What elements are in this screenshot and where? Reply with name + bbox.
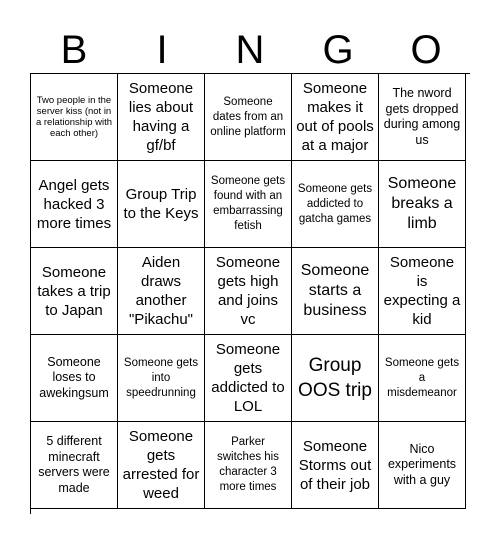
bingo-cell-r3c1[interactable] — [31, 248, 118, 335]
bingo-cell-r3c3[interactable] — [205, 248, 292, 335]
cell-text: The nword gets dropped during among us — [383, 86, 461, 147]
bingo-cell-r2c1[interactable] — [31, 161, 118, 248]
bingo-cell-r5c5[interactable] — [379, 422, 466, 509]
bingo-cell-r5c4[interactable] — [292, 422, 379, 509]
cell-text: Someone makes it out of pools at a major — [296, 80, 374, 154]
bingo-cell-r2c4[interactable] — [292, 161, 379, 248]
cell-text: Someone starts a business — [300, 262, 370, 319]
cell-text: Two people in the server kiss (not in a relationship with each other) — [35, 95, 113, 139]
header-letter-o: O — [410, 28, 442, 72]
cell-text: Angel gets hacked 3 more times — [36, 176, 112, 232]
cell-text: 5 different minecraft servers were made — [38, 434, 110, 495]
bingo-cell-r5c1[interactable] — [31, 422, 118, 509]
cell-text: Someone gets addicted to gatcha games — [297, 182, 373, 225]
cell-text: Group Trip to the Keys — [123, 186, 199, 222]
cell-text: Someone gets high and joins vc — [215, 254, 281, 328]
cell-text: Someone dates from an online platform — [210, 95, 286, 138]
cell-text: Someone gets into speedrunning — [123, 356, 199, 399]
bingo-cell-r1c3[interactable] — [205, 74, 292, 161]
cell-text: Group OOS trip — [298, 355, 372, 401]
bingo-cell-r4c1[interactable] — [31, 335, 118, 422]
cell-text: Someone gets arrested for weed — [122, 428, 200, 502]
cell-text: Nico experiments with a guy — [387, 441, 457, 487]
cell-text: Someone gets a misdemeanor — [384, 356, 460, 399]
bingo-cell-r4c4[interactable] — [292, 335, 379, 422]
header-letter-b: B — [60, 28, 88, 72]
bingo-cell-r3c4[interactable] — [292, 248, 379, 335]
bingo-cell-r5c3[interactable] — [205, 422, 292, 509]
bingo-cell-r4c2[interactable] — [118, 335, 205, 422]
bingo-cell-r2c5[interactable] — [379, 161, 466, 248]
cell-text: Someone takes a trip to Japan — [37, 263, 111, 319]
bingo-cell-r1c1[interactable] — [31, 74, 118, 161]
bingo-cell-r1c2[interactable] — [118, 74, 205, 161]
cell-text: Someone is expecting a kid — [383, 254, 461, 328]
cell-text: Parker switches his character 3 more times — [217, 436, 279, 493]
cell-text: Someone loses to awekingsum — [39, 354, 109, 400]
cell-text: Aiden draws another "Pikachu" — [128, 254, 193, 328]
bingo-header — [30, 28, 470, 72]
cell-text: Someone breaks a limb — [387, 175, 457, 232]
header-letter-i: I — [156, 28, 168, 72]
cell-text: Someone lies about having a gf/bf — [128, 80, 194, 154]
cell-text: Someone gets addicted to LOL — [211, 341, 285, 415]
header-letter-g: G — [322, 28, 354, 72]
bingo-board — [30, 73, 470, 514]
bingo-cell-r4c5[interactable] — [379, 335, 466, 422]
bingo-cell-r2c2[interactable] — [118, 161, 205, 248]
bingo-cell-r1c4[interactable] — [292, 74, 379, 161]
bingo-cell-r3c2[interactable] — [118, 248, 205, 335]
bingo-cell-r4c3[interactable] — [205, 335, 292, 422]
bingo-cell-r3c5[interactable] — [379, 248, 466, 335]
bingo-cell-r1c5[interactable] — [379, 74, 466, 161]
bingo-cell-r5c2[interactable] — [118, 422, 205, 509]
cell-text: Someone gets found with an embarrassing fetish — [210, 175, 286, 232]
header-letter-n: N — [235, 28, 265, 72]
cell-text: Someone Storms out of their job — [298, 437, 372, 493]
bingo-cell-r2c3[interactable] — [205, 161, 292, 248]
